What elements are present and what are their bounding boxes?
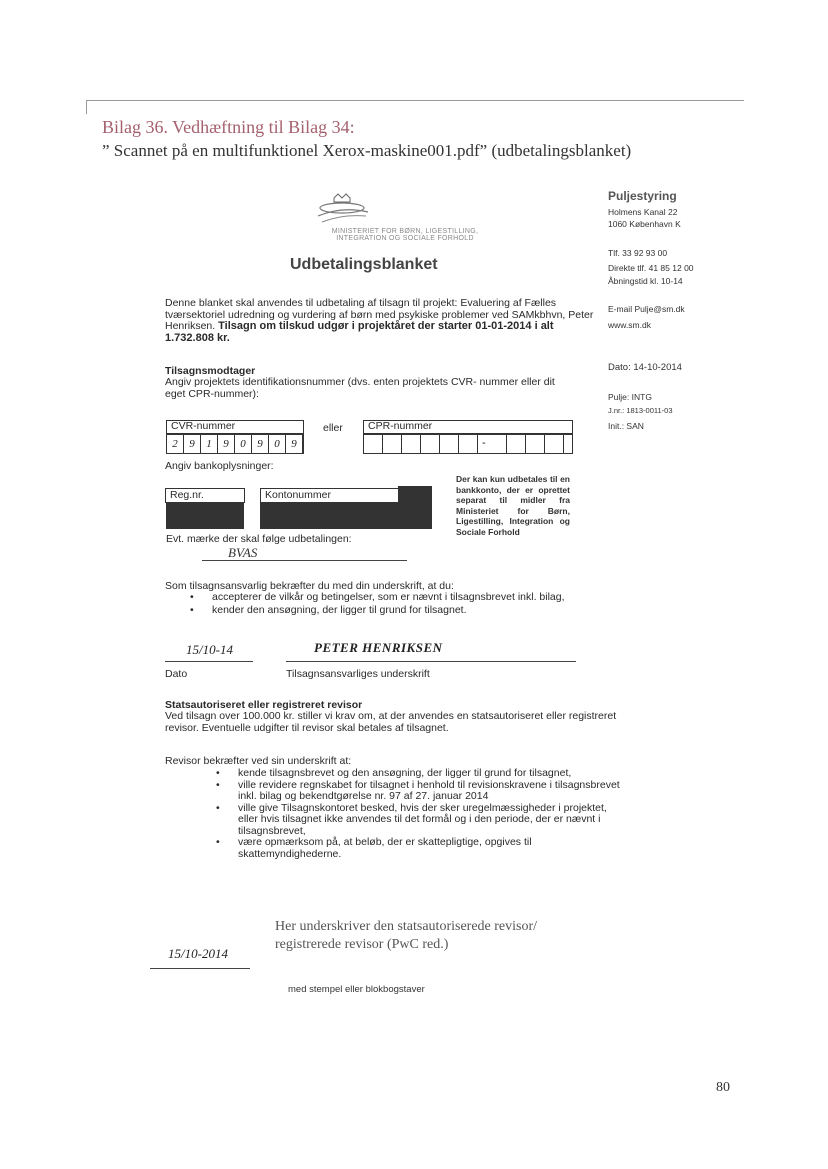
ministry-crest-icon bbox=[312, 192, 372, 226]
cpr-digit-cell bbox=[402, 435, 421, 453]
sidebar-direct: Direkte tlf. 41 85 12 00 bbox=[608, 263, 694, 273]
auditor-text: Ved tilsagn over 100.000 kr. stiller vi krav om, at der anvendes en statsautoriseret eller registreret revisor. Eventuelle udgifter til revisor skal betales af tilsagnet. bbox=[165, 710, 617, 734]
confirm-item: • accepterer de vilkår og betingelser, som er nævnt i tilsagnsbrevet inkl. bilag, bbox=[190, 592, 590, 604]
header-rule-tick bbox=[86, 100, 87, 114]
cpr-digit-cell bbox=[545, 435, 564, 453]
confirm-item: • kender den ansøgning, der ligger til grund for tilsagnet. bbox=[190, 605, 590, 617]
page-number: 80 bbox=[716, 1080, 730, 1095]
auditor-sign-line bbox=[150, 968, 250, 969]
sign-name-value[interactable]: PETER HENRIKSEN bbox=[314, 640, 443, 655]
signature-line bbox=[286, 661, 576, 662]
recipient-heading: Tilsagnsmodtager bbox=[165, 365, 256, 377]
form-intro bbox=[165, 298, 595, 344]
cvr-label: CVR-nummer bbox=[171, 420, 236, 432]
intro-bold: Tilsagn om tilskud udgør i projektåret der starter 01-01-2014 i alt 1.732.808 kr. bbox=[165, 320, 554, 344]
cvr-digit: 2 bbox=[167, 435, 184, 453]
cvr-digit: 9 bbox=[286, 435, 303, 453]
mark-value[interactable]: BVAS bbox=[228, 545, 258, 560]
cvr-digit: 9 bbox=[252, 435, 269, 453]
cvr-digit: 0 bbox=[269, 435, 286, 453]
bank-label: Angiv bankoplysninger: bbox=[165, 460, 274, 472]
cvr-number-field[interactable] bbox=[166, 434, 304, 454]
attachment-title: Bilag 36. Vedhæftning til Bilag 34: bbox=[102, 117, 355, 137]
redaction-mark bbox=[398, 486, 432, 504]
ministry-line-2: INTEGRATION OG SOCIALE FORHOLD bbox=[336, 235, 474, 242]
mark-label: Evt. mærke der skal følge udbetalingen: bbox=[166, 533, 352, 545]
form-title: Udbetalingsblanket bbox=[290, 256, 438, 273]
recipient-text: Angiv projektets identifikationsnummer (dvs. enten projektets CVR- nummer eller dit eget CPR-nummer): bbox=[165, 376, 555, 400]
sidebar-hours: Åbningstid kl. 10-14 bbox=[608, 275, 683, 286]
auditor-note: Her underskriver den statsautoriserede revisor/ registrerede revisor (PwC red.) bbox=[275, 919, 538, 952]
signature-label: Tilsagnsansvarliges underskrift bbox=[286, 668, 430, 680]
cpr-digit-cell bbox=[488, 435, 507, 453]
cpr-digit-cell bbox=[383, 435, 402, 453]
cvr-digit: 0 bbox=[235, 435, 252, 453]
cvr-digit: 9 bbox=[218, 435, 235, 453]
cpr-digit-cell bbox=[526, 435, 545, 453]
cvr-label-box bbox=[166, 420, 304, 434]
reg-number-redacted[interactable] bbox=[166, 503, 244, 529]
sidebar-web[interactable]: www.sm.dk bbox=[608, 319, 651, 330]
reg-label-box bbox=[165, 488, 245, 503]
auditor-confirm-intro: Revisor bekræfter ved sin underskrift at: bbox=[165, 755, 352, 767]
ministry-line-1: MINISTERIET FOR BØRN, LIGESTILLING, bbox=[331, 228, 479, 235]
auditor-item: • være opmærksom på, at beløb, der er skattepligtige, opgives til skattemyndighederne. bbox=[216, 837, 626, 860]
sidebar-org: Puljestyring bbox=[608, 189, 677, 203]
confirm-list bbox=[190, 592, 590, 616]
auditor-item: • ville give Tilsagnskontoret besked, hvis der sker uregelmæssigheder i projektet, eller hvis tilsagnet ikke anvendes til det formål og i den periode, der er nævnt i tilsagnsbrevet, bbox=[216, 803, 626, 838]
auditor-date-value[interactable]: 15/10-2014 bbox=[168, 946, 228, 961]
account-label: Kontonummer bbox=[265, 489, 331, 501]
date-label: Dato bbox=[165, 668, 188, 680]
auditor-list bbox=[216, 768, 626, 860]
sidebar-address1: Holmens Kanal 22 bbox=[608, 206, 678, 217]
sidebar-init: Init.: SAN bbox=[608, 420, 644, 431]
sidebar-email[interactable]: E-mail Pulje@sm.dk bbox=[608, 304, 685, 314]
cvr-digit: 9 bbox=[184, 435, 201, 453]
date-line bbox=[165, 661, 253, 662]
stamp-label: med stempel eller blokbogstaver bbox=[288, 984, 425, 995]
auditor-item: • ville revidere regnskabet for tilsagnet i henhold til revisionskravene i tilsagnsbrevet inkl. bilag og bekendtgørelse nr. 97 af 27. januar 2014 bbox=[216, 780, 626, 803]
header-rule bbox=[86, 100, 744, 101]
sidebar-pool: Pulje: INTG bbox=[608, 391, 652, 402]
cpr-digit-cell bbox=[364, 435, 383, 453]
sidebar-jnr: J.nr.: 1813-0011-03 bbox=[608, 406, 673, 415]
sidebar-date: Dato: 14-10-2014 bbox=[608, 362, 682, 373]
cpr-number-field[interactable] bbox=[363, 434, 573, 454]
cvr-digit: 1 bbox=[201, 435, 218, 453]
attachment-subtitle: ” Scannet på en multifunktionel Xerox-maskine001.pdf” (udbetalingsblanket) bbox=[102, 141, 632, 160]
sidebar-address2: 1060 København K bbox=[608, 219, 681, 229]
or-label: eller bbox=[323, 422, 343, 434]
account-number-redacted[interactable] bbox=[260, 503, 432, 529]
confirm-intro: Som tilsagnsansvarlig bekræfter du med din underskrift, at du: bbox=[165, 580, 454, 592]
auditor-item: • kende tilsagnsbrevet og den ansøgning, der ligger til grund for tilsagnet, bbox=[216, 768, 626, 780]
cpr-digit-cell bbox=[459, 435, 478, 453]
cpr-dash: - bbox=[482, 437, 486, 449]
cpr-digit-cell bbox=[421, 435, 440, 453]
cpr-label-box bbox=[363, 420, 573, 434]
bank-note: Der kan kun udbetales til en bankkonto, der er oprettet separat til midler fra Ministeriet for Børn, Ligestilling, Integration og Sociale Forhold bbox=[456, 474, 570, 537]
sidebar-phone: Tlf. 33 92 93 00 bbox=[608, 247, 668, 258]
sidebar bbox=[608, 190, 728, 432]
mark-line bbox=[202, 560, 407, 561]
reg-label: Reg.nr. bbox=[170, 489, 204, 501]
intro-regular: Denne blanket skal anvendes til udbetaling af tilsagn til projekt: Evaluering af Fælles tværsektoriel udredning og vurdering af børn med psykiske problemer ved SAMkbhvn, Peter Henriksen. bbox=[165, 297, 594, 332]
auditor-heading: Statsautoriseret eller registreret revisor bbox=[165, 699, 363, 711]
cpr-label: CPR-nummer bbox=[368, 420, 433, 432]
cpr-digit-cell bbox=[507, 435, 526, 453]
cpr-digit-cell bbox=[440, 435, 459, 453]
sign-date-value[interactable]: 15/10-14 bbox=[186, 642, 233, 657]
